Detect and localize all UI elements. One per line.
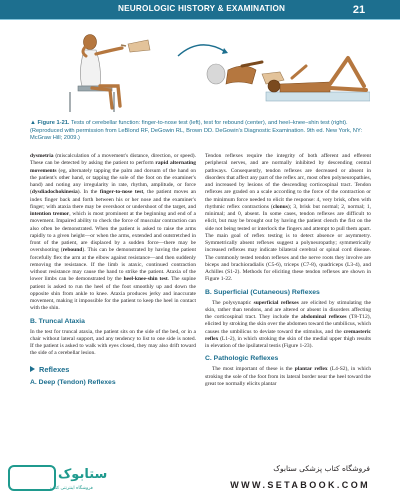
subheading-pathologic-reflexes: C. Pathologic Reflexes (205, 355, 279, 363)
finger-to-nose-figure (70, 35, 122, 113)
cerebellar-tests-drawing (30, 22, 370, 116)
section-arrow-icon (30, 366, 35, 372)
section-heading-reflexes: Reflexes (30, 365, 196, 374)
subheading-truncal-ataxia: B. Truncal Ataxia (30, 317, 85, 325)
figure-illustration (30, 22, 370, 116)
watermark-logo-text: ستابوک (58, 467, 108, 482)
left-paragraph-2: In the test for truncal ataxia, the patient sits on the side of the bed, or in a chair without lateral support, and any tendency to list to one side is noted. If the patient is asked to walk with eyes closed, they may also drift toward the side of a cerebellar lesion. (30, 328, 196, 357)
right-paragraph-3: The most important of these is the plantar reflex (L4-S2), in which stroking the sole of the foot from its lateral border near the heel toward the great toe normally elicits plantar (205, 366, 371, 387)
watermark-store-name: فروشگاه کتاب پزشکی ستابوک (273, 464, 370, 473)
caption-triangle-icon: ▲ (30, 120, 36, 126)
figure-label: Figure 1-21. (37, 120, 70, 126)
page-number: 21 (352, 4, 366, 16)
examiner-hand (121, 40, 150, 52)
running-header (0, 0, 400, 19)
left-paragraph-1: dysmetria (miscalculation of a movement's distance, direction, or speed). These can be detected by asking the patient to perform rapid alternating movements (eg, alternately tapping the palm and dorsum of the hand on the patient's other hand, or tapping the sole of the foot on the examiner's hand) and noting any irregularity in rate, rhythm, amplitude, or force (dysdiadochokinesia). In the finger-to-nose test, the patient moves an index finger back and forth between his or her nose and the examiner's finger; with ataxia there may be overshoot or undershoot of the target, and intention tremor, which is most prominent at the beginning and end of a movement. Impaired ability to check the force of muscular contraction can also often be demonstrated. When the patient is asked to raise the arms rapidly to a given height—or when the arms, extended and outstretched in front of the patient, are displaced by a sudden force—there may be overshooting (rebound). This can be demonstrated by having the patient forcefully flex the arm at the elbow against resistance—and then suddenly removing the resistance. If the limb is ataxic, continued contraction without resistance may cause the hand to strike the patient. Ataxia of the lower limbs can be demonstrated by the heel-knee-shin test. The supine patient is asked to run the heel of the foot smoothly up and down the opposite shin from ankle to knee. Ataxia produces jerky and inaccurate movement, making it impossible for the patient to keep the heel in contact with the shin. (30, 153, 196, 312)
watermark-url: WWW.SETABOOK.COM (230, 480, 370, 490)
header-rule (0, 19, 400, 20)
figure-caption (30, 120, 370, 143)
rebound-test-figure (178, 45, 284, 84)
running-header-title: NEUROLOGIC HISTORY & EXAMINATION (118, 4, 286, 13)
watermark-logo-subtitle: فروشگاه اینترنتی کتاب (50, 486, 93, 491)
setabook-logo-icon (8, 465, 56, 491)
left-column (30, 153, 196, 390)
figure-caption-text: Tests of cerebellar function: finger-to-nose test (left), test for rebound (center), and heel–knee–shin test (right). (Reproduced with permission from LeBlond RF, DeGowin RL, Brown DD. DeGowin's Diagnostic Examination. 9th ed. New York, NY: McGraw Hill; 2009.) (30, 120, 363, 142)
subheading-deep-tendon-reflexes: A. Deep (Tendon) Reflexes (30, 378, 116, 386)
subheading-superficial-reflexes: B. Superficial (Cutaneous) Reflexes (205, 288, 320, 296)
watermark-logo (0, 460, 108, 500)
right-column (205, 153, 371, 388)
right-paragraph-2: The polysynaptic superficial reflexes are elicited by stimulating the skin, rather than tendons, and are altered or absent in disorders affecting the corticospinal tract. They include the abdominal reflexes (T8-T12), elicited by stroking the skin over the abdomen toward the umbilicus, which causes the umbilicus to deviate toward the stimulus, and the cremasteric reflex (L1-2), in which stroking the skin of the medial upper thigh results in elevation of the ipsilateral testis (Figure 1-23). (205, 299, 371, 349)
right-paragraph-1: Tendon reflexes require the integrity of both afferent and efferent peripheral nerves, and are normally inhibited by descending central pathways. Consequently, tendon reflexes are decreased or absent in disorders that affect any part of the reflex arc, most often polyneuropathies, and increased by lesions of the descending corticospinal tract. Tendon reflexes are graded on a scale according to the force of the contraction or the minimum force needed to elicit the response: 4, very brisk, often with rhythmic reflex contractions (clonus); 3, brisk but normal; 2, normal; 1, minimal; and 0, absent. In some cases, tendon reflexes are difficult to elicit, but may be brought out by having the patient clench the fist on the side not being tested or interlock the fingers and attempt to pull them apart. The main goal of reflex testing is to detect absence or asymmetry. Symmetrically absent reflexes suggest a polyneuropathy; symmetrically increased reflexes may indicate bilateral cerebral or spinal cord disease. The commonly tested tendon reflexes and the nerve roots they involve are biceps and brachioradialis (C5-6), triceps (C7-8), quadriceps (L3-4), and Achilles (S1-2). Methods for eliciting these tendon reflexes are shown in Figure 1-22. (205, 153, 371, 283)
